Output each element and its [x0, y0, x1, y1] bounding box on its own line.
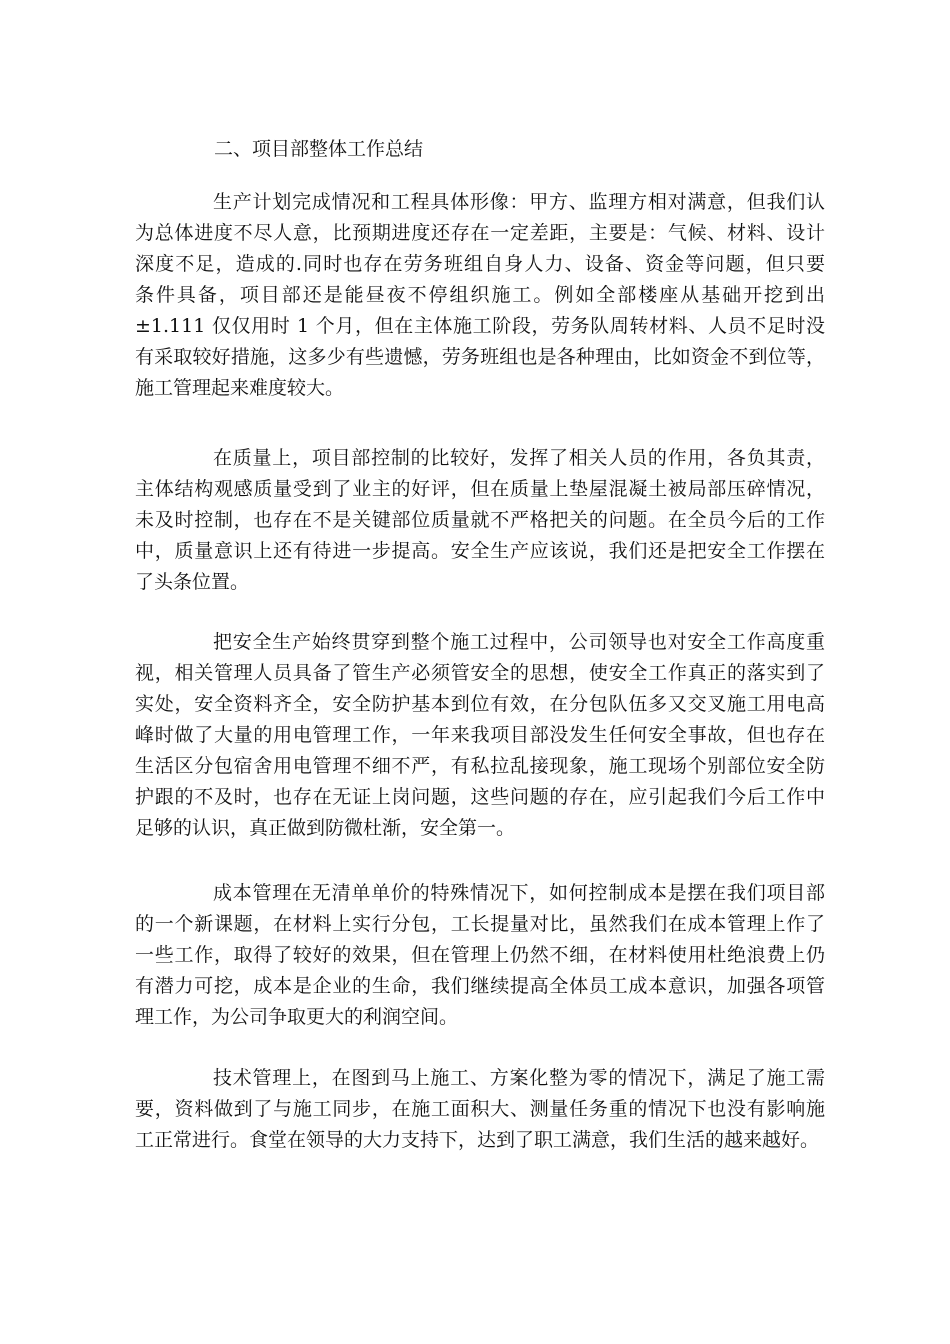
text-line: 生产计划完成情况和工程具体形像：甲方、监理方相对满意，但我们认 [213, 191, 825, 213]
text-line: 峰时做了大量的用电管理工作，一年来我项目部没发生任何安全事故，但也存在 [135, 724, 825, 746]
text-line: 主体结构观感质量受到了业主的好评，但在质量上垫屋混凝土被局部压碎情况， [135, 478, 825, 500]
text-line: 要，资料做到了与施工同步，在施工面积大、测量任务重的情况下也没有影响施 [135, 1098, 825, 1120]
text-line: 的一个新课题，在材料上实行分包，工长提量对比，虽然我们在成本管理上作了 [135, 913, 825, 935]
text-line: 深度不足，造成的.同时也存在劳务班组自身人力、设备、资金等问题，但只要 [135, 253, 825, 275]
text-line: 护跟的不及时，也存在无证上岗问题，这些问题的存在，应引起我们今后工作中 [135, 786, 825, 808]
text-line: 视，相关管理人员具备了管生产必须管安全的思想，使安全工作真正的落实到了 [135, 662, 825, 684]
text-line: 足够的认识，真正做到防微杜渐，安全第一。 [135, 817, 516, 839]
text-line: ±1.111 仅仅用时 1 个月，但在主体施工阶段，劳务队周转材料、人员不足时没 [135, 315, 825, 337]
text-line: 有潜力可挖，成本是企业的生命，我们继续提高全体员工成本意识，加强各项管 [135, 975, 825, 997]
paragraph-technology [135, 1063, 825, 1156]
text-line: 理工作，为公司争取更大的利润空间。 [135, 1006, 459, 1028]
text-line: 把安全生产始终贯穿到整个施工过程中，公司领导也对安全工作高度重 [213, 631, 825, 653]
text-line: 技术管理上，在图到马上施工、方案化整为零的情况下，满足了施工需 [213, 1067, 825, 1089]
text-line: 成本管理在无清单单价的特殊情况下，如何控制成本是摆在我们项目部 [213, 882, 825, 904]
paragraph-safety [135, 627, 825, 844]
text-line: 为总体进度不尽人意，比预期进度还存在一定差距，主要是：气候、材料、设计 [135, 222, 825, 244]
text-line: 条件具备，项目部还是能昼夜不停组织施工。例如全部楼座从基础开挖到出 [135, 284, 825, 306]
text-line: 有采取较好措施，这多少有些遗憾，劳务班组也是各种理由，比如资金不到位等， [135, 346, 825, 368]
text-line: 工正常进行。食堂在领导的大力支持下，达到了职工满意，我们生活的越来越好。 [135, 1129, 820, 1151]
text-line: 未及时控制，也存在不是关键部位质量就不严格把关的问题。在全员今后的工作 [135, 509, 825, 531]
text-line: 了头条位置。 [135, 571, 250, 593]
paragraph-quality [135, 443, 825, 598]
paragraph-cost [135, 878, 825, 1033]
section-heading: 二、项目部整体工作总结 [214, 138, 424, 160]
text-line: 在质量上，项目部控制的比较好，发挥了相关人员的作用，各负其责， [213, 447, 825, 469]
paragraph-progress [135, 187, 825, 404]
text-line: 实处，安全资料齐全，安全防护基本到位有效，在分包队伍多又交叉施工用电高 [135, 693, 825, 715]
text-line: 生活区分包宿舍用电管理不细不严，有私拉乱接现象，施工现场个别部位安全防 [135, 755, 825, 777]
text-line: 施工管理起来难度较大。 [135, 377, 345, 399]
text-line: 中，质量意识上还有待进一步提高。安全生产应该说，我们还是把安全工作摆在 [135, 540, 825, 562]
text-line: 一些工作，取得了较好的效果，但在管理上仍然不细，在材料使用杜绝浪费上仍 [135, 944, 825, 966]
